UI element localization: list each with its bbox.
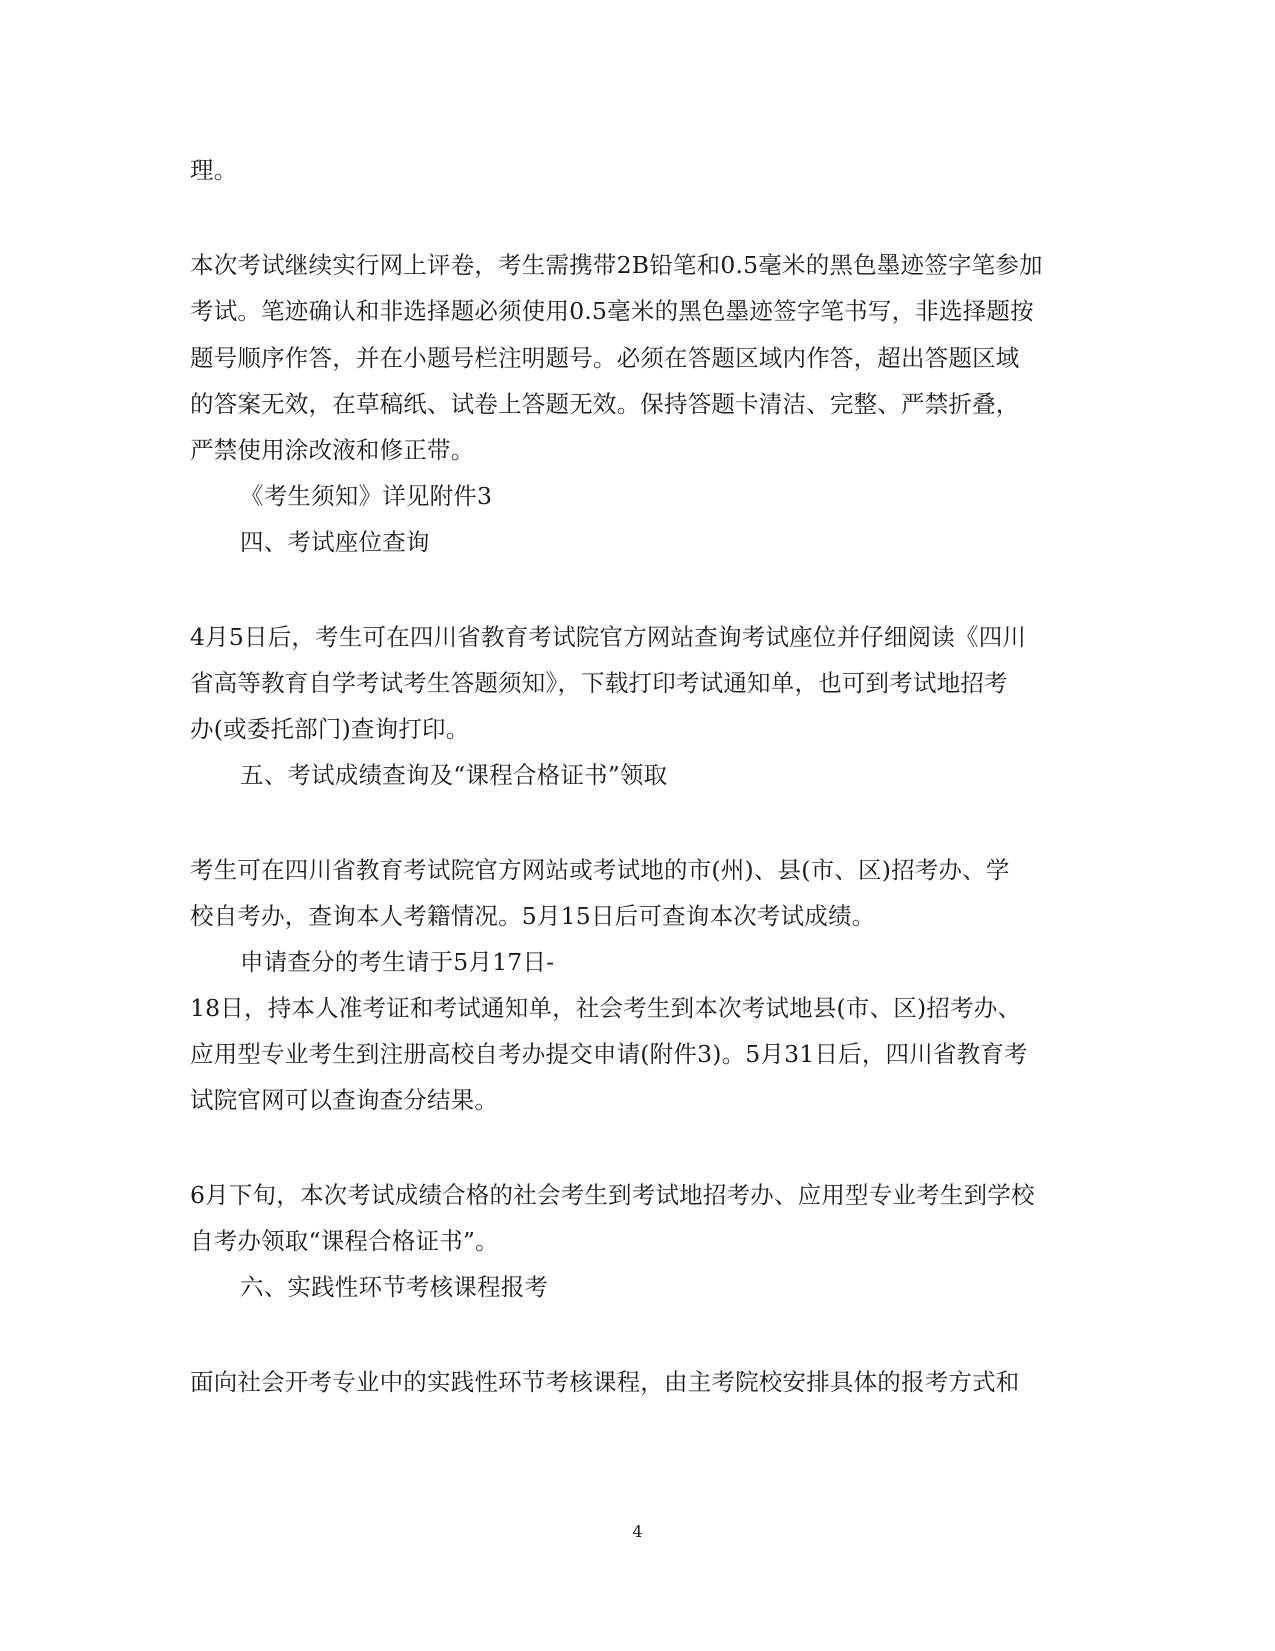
text-line-notice-reference: 《考生须知》详见附件3 xyxy=(240,482,493,510)
section-heading-seat-query: 四、考试座位查询 xyxy=(240,528,430,556)
text-line-continuation: 理。 xyxy=(190,156,238,184)
text-line-answer-rules-2: 考试。笔迹确认和非选择题必须使用0.5毫米的黑色墨迹签字笔书写，非选择题按 xyxy=(190,297,1034,325)
text-line-certificate-2: 自考办领取“课程合格证书”。 xyxy=(190,1227,499,1255)
text-line-seat-query-2: 省高等教育自学考试考生答题须知》，下载打印考试通知单，也可到考试地招考 xyxy=(190,669,1008,697)
text-line-recheck-3: 应用型专业考生到注册高校自考办提交申请(附件3)。5月31日后，四川省教育考 xyxy=(190,1040,1028,1068)
page-number: 4 xyxy=(632,1522,643,1541)
section-heading-score-query: 五、考试成绩查询及“课程合格证书”领取 xyxy=(240,761,668,789)
text-line-answer-rules-4: 的答案无效，在草稿纸、试卷上答题无效。保持答题卡清洁、完整、严禁折叠， xyxy=(190,390,1020,418)
text-line-certificate-1: 6月下旬，本次考试成绩合格的社会考生到考试地招考办、应用型专业考生到学校 xyxy=(190,1181,1035,1209)
text-line-recheck-4: 试院官网可以查询查分结果。 xyxy=(190,1086,499,1114)
section-heading-practical-courses: 六、实践性环节考核课程报考 xyxy=(240,1273,549,1301)
text-line-recheck-2: 18日，持本人准考证和考试通知单，社会考生到本次考试地县(市、区)招考办、 xyxy=(190,994,1022,1022)
text-line-score-query-2: 校自考办，查询本人考籍情况。5月15日后可查询本次考试成绩。 xyxy=(190,902,876,930)
text-line-answer-rules-5: 严禁使用涂改液和修正带。 xyxy=(190,436,475,464)
text-line-answer-rules-3: 题号顺序作答，并在小题号栏注明题号。必须在答题区域内作答，超出答题区域 xyxy=(190,344,1020,372)
text-line-seat-query-3: 办(或委托部门)查询打印。 xyxy=(190,715,470,743)
text-line-practical-courses-1: 面向社会开考专业中的实践性环节考核课程，由主考院校安排具体的报考方式和 xyxy=(190,1368,1020,1396)
text-line-score-query-1: 考生可在四川省教育考试院官方网站或考试地的市(州)、县(市、区)招考办、学 xyxy=(190,856,1010,884)
text-line-recheck-1: 申请查分的考生请于5月17日- xyxy=(240,948,555,976)
text-line-seat-query-1: 4月5日后，考生可在四川省教育考试院官方网站查询考试座位并仔细阅读《四川 xyxy=(190,623,1027,651)
text-line-answer-rules-1: 本次考试继续实行网上评卷，考生需携带2B铅笔和0.5毫米的黑色墨迹签字笔参加 xyxy=(190,251,1043,279)
